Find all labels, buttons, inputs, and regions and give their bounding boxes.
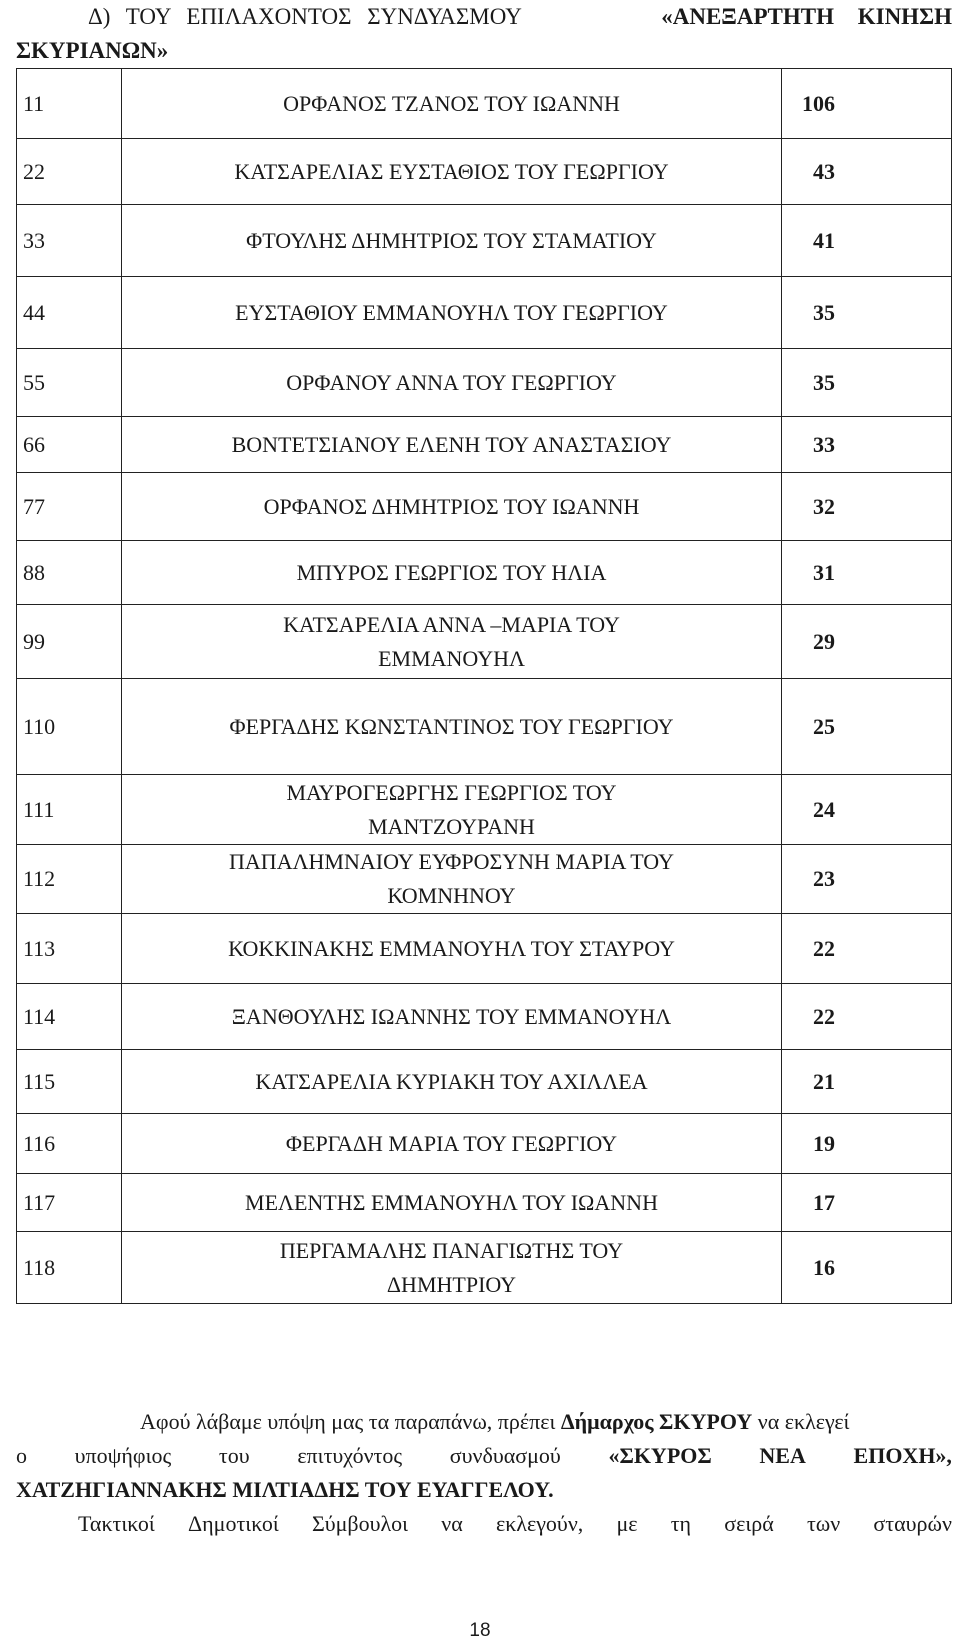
candidate-name: ΦΕΡΓΑΔΗ ΜΑΡΙΑ ΤΟΥ ΓΕΩΡΓΙΟΥ xyxy=(122,1114,782,1174)
candidate-name: ΒΟΝΤΕΤΣΙΑΝΟΥ ΕΛΕΝΗ ΤΟΥ ΑΝΑΣΤΑΣΙΟΥ xyxy=(122,417,782,473)
candidate-votes-cell xyxy=(782,1114,952,1174)
table-row xyxy=(17,775,952,845)
word: με xyxy=(616,1511,638,1536)
party-word: ΕΠΟΧΗ», xyxy=(853,1443,952,1468)
candidate-number: 115 xyxy=(17,1050,122,1114)
candidate-number: 111 xyxy=(17,775,122,845)
candidate-votes-cell xyxy=(782,914,952,984)
candidate-number: 110 xyxy=(17,679,122,775)
candidate-name xyxy=(122,845,782,914)
paragraph-1-text-a: Αφού λάβαμε υπόψη μας τα παραπάνω, πρέπει xyxy=(140,1409,561,1434)
candidate-votes: 17 xyxy=(813,1189,835,1215)
table-row xyxy=(17,845,952,914)
candidate-votes-cell xyxy=(782,417,952,473)
candidate-votes-cell xyxy=(782,205,952,277)
candidate-votes-cell xyxy=(782,1174,952,1232)
table-row xyxy=(17,1174,952,1232)
candidate-number: 113 xyxy=(17,914,122,984)
party-word: ΝΕΑ xyxy=(759,1443,806,1468)
word: επιτυχόντος xyxy=(297,1443,403,1468)
candidate-votes-cell xyxy=(782,679,952,775)
candidate-name-line-2: ΚΟΜΝΗΝΟΥ xyxy=(387,883,516,908)
paragraph-1-line-3 xyxy=(16,1473,952,1507)
candidate-name: ΦΤΟΥΛΗΣ ΔΗΜΗΤΡΙΟΣ ΤΟΥ ΣΤΑΜΑΤΙΟΥ xyxy=(122,205,782,277)
candidate-votes: 21 xyxy=(813,1068,835,1094)
word: τη xyxy=(670,1511,692,1536)
table-row xyxy=(17,1114,952,1174)
table-row xyxy=(17,1050,952,1114)
word: εκλεγούν, xyxy=(495,1511,584,1536)
candidate-name: ΕΥΣΤΑΘΙΟΥ ΕΜΜΑΝΟΥΗΛ ΤΟΥ ΓΕΩΡΓΙΟΥ xyxy=(122,277,782,349)
candidate-name-line-1: ΜΑΥΡΟΓΕΩΡΓΗΣ ΓΕΩΡΓΙΟΣ ΤΟΥ xyxy=(286,779,617,805)
candidate-name-line-2: ΔΗΜΗΤΡΙΟΥ xyxy=(386,1271,517,1297)
table-row xyxy=(17,541,952,605)
table-row xyxy=(17,417,952,473)
candidate-votes: 43 xyxy=(813,158,835,184)
mayor-role: Δήμαρχος ΣΚΥΡΟΥ xyxy=(560,1409,753,1434)
table-row xyxy=(17,69,952,139)
candidate-name-line-1: ΠΕΡΓΑΜΑΛΗΣ ΠΑΝΑΓΙΩΤΗΣ ΤΟΥ xyxy=(279,1237,624,1263)
candidate-number: 118 xyxy=(17,1232,122,1304)
candidates-table xyxy=(16,68,952,1304)
candidate-name: ΟΡΦΑΝΟΣ ΤΖΑΝΟΣ ΤΟΥ ΙΩΑΝΝΗ xyxy=(122,69,782,139)
candidate-number: 114 xyxy=(17,984,122,1050)
candidate-votes-cell xyxy=(782,845,952,914)
paragraph-1-line-1 xyxy=(16,1405,952,1439)
candidate-number: 112 xyxy=(17,845,122,914)
heading-line-1 xyxy=(16,0,952,34)
candidate-number: 116 xyxy=(17,1114,122,1174)
table-row xyxy=(17,914,952,984)
word: να xyxy=(441,1511,463,1536)
candidate-votes: 31 xyxy=(813,559,835,585)
candidate-votes: 19 xyxy=(813,1130,835,1156)
word: Τακτικοί xyxy=(78,1511,155,1536)
candidate-name-line-1: ΠΑΠΑΛΗΜΝΑΙΟΥ ΕΥΦΡΟΣΥΝΗ ΜΑΡΙΑ ΤΟΥ xyxy=(229,849,674,874)
candidate-number: 99 xyxy=(17,605,122,679)
word: σταυρών xyxy=(873,1511,952,1536)
candidate-votes: 41 xyxy=(813,227,835,253)
table-row xyxy=(17,139,952,205)
paragraph-1-line-2 xyxy=(16,1439,952,1473)
candidate-votes-cell xyxy=(782,277,952,349)
candidate-votes: 33 xyxy=(813,431,835,457)
candidate-votes: 35 xyxy=(813,369,835,395)
candidate-name: ΚΟΚΚΙΝΑΚΗΣ ΕΜΜΑΝΟΥΗΛ ΤΟΥ ΣΤΑΥΡΟΥ xyxy=(122,914,782,984)
word: του xyxy=(218,1443,250,1468)
table-row xyxy=(17,205,952,277)
candidate-votes: 22 xyxy=(813,1003,835,1029)
candidate-name-line-2: ΕΜΜΑΝΟΥΗΛ xyxy=(378,645,525,671)
word: συνδυασμού xyxy=(449,1443,561,1468)
candidate-name: ΜΠΥΡΟΣ ΓΕΩΡΓΙΟΣ ΤΟΥ ΗΛΙΑ xyxy=(122,541,782,605)
candidate-number: 33 xyxy=(17,205,122,277)
candidate-votes-cell xyxy=(782,69,952,139)
candidate-votes-cell xyxy=(782,473,952,541)
candidate-votes: 32 xyxy=(813,493,835,519)
candidate-number: 88 xyxy=(17,541,122,605)
table-row xyxy=(17,473,952,541)
paragraph-2-line-1 xyxy=(16,1507,952,1541)
candidate-name: ΜΕΛΕΝΤΗΣ ΕΜΜΑΝΟΥΗΛ ΤΟΥ ΙΩΑΝΝΗ xyxy=(122,1174,782,1232)
table-row xyxy=(17,277,952,349)
candidate-number: 11 xyxy=(17,69,122,139)
party-word: «ΣΚΥΡΟΣ xyxy=(608,1443,712,1468)
candidate-name: ΦΕΡΓΑΔΗΣ ΚΩΝΣΤΑΝΤΙΝΟΣ ΤΟΥ ΓΕΩΡΓΙΟΥ xyxy=(122,679,782,775)
candidate-name-line-1: ΚΑΤΣΑΡΕΛΙΑ ΑΝΝΑ –ΜΑΡΙΑ ΤΟΥ xyxy=(283,611,620,637)
candidate-votes-cell xyxy=(782,139,952,205)
candidate-votes-cell xyxy=(782,1232,952,1304)
word: υποψήφιος xyxy=(74,1443,172,1468)
candidate-name xyxy=(122,1232,782,1304)
candidate-name: ΞΑΝΘΟΥΛΗΣ ΙΩΑΝΝΗΣ ΤΟΥ ΕΜΜΑΝΟΥΗΛ xyxy=(122,984,782,1050)
candidate-name-line-2: ΜΑΝΤΖΟΥΡΑΝΗ xyxy=(368,813,535,839)
heading-party-name-cont: ΣΚΥΡΙΑΝΩΝ» xyxy=(16,38,169,63)
heading-party-name: «ΑΝΕΞΑΡΤΗΤΗ ΚΙΝΗΣΗ xyxy=(661,4,952,29)
candidate-votes-cell xyxy=(782,775,952,845)
candidate-name: ΟΡΦΑΝΟΥ ΑΝΝΑ ΤΟΥ ΓΕΩΡΓΙΟΥ xyxy=(122,349,782,417)
candidate-votes: 106 xyxy=(802,90,835,116)
word: Σύμβουλοι xyxy=(311,1511,409,1536)
candidate-votes-cell xyxy=(782,984,952,1050)
heading-line-2 xyxy=(16,34,952,68)
table-row xyxy=(17,349,952,417)
candidate-votes-cell xyxy=(782,605,952,679)
candidate-name xyxy=(122,605,782,679)
candidate-number: 22 xyxy=(17,139,122,205)
section-heading xyxy=(16,0,952,68)
word: ο xyxy=(16,1443,27,1468)
candidate-votes-cell xyxy=(782,541,952,605)
candidate-votes: 24 xyxy=(813,796,835,822)
candidate-votes-cell xyxy=(782,349,952,417)
table-row xyxy=(17,605,952,679)
candidate-votes: 23 xyxy=(813,866,835,891)
candidate-votes: 29 xyxy=(813,628,835,654)
table-row xyxy=(17,1232,952,1304)
candidate-votes-cell xyxy=(782,1050,952,1114)
page-number: 18 xyxy=(469,1620,491,1641)
mayor-name: ΧΑΤΖΗΓΙΑΝΝΑΚΗΣ ΜΙΛΤΙΑΔΗΣ ΤΟΥ ΕΥΑΓΓΕΛΟΥ. xyxy=(16,1477,554,1502)
candidate-votes: 35 xyxy=(813,299,835,325)
candidate-votes: 16 xyxy=(813,1254,835,1280)
candidate-number: 44 xyxy=(17,277,122,349)
candidate-name: ΚΑΤΣΑΡΕΛΙΑ ΚΥΡΙΑΚΗ ΤΟΥ ΑΧΙΛΛΕΑ xyxy=(122,1050,782,1114)
table-row xyxy=(17,679,952,775)
candidate-name: ΚΑΤΣΑΡΕΛΙΑΣ ΕΥΣΤΑΘΙΟΣ ΤΟΥ ΓΕΩΡΓΙΟΥ xyxy=(122,139,782,205)
word: σειρά xyxy=(724,1511,774,1536)
candidate-name xyxy=(122,775,782,845)
conclusion-text xyxy=(16,1405,952,1541)
candidate-number: 55 xyxy=(17,349,122,417)
candidate-votes: 25 xyxy=(813,713,835,739)
paragraph-1-text-b: να εκλεγεί xyxy=(752,1409,850,1434)
table-row xyxy=(17,984,952,1050)
word: Δημοτικοί xyxy=(188,1511,279,1536)
word: των xyxy=(806,1511,841,1536)
candidate-number: 117 xyxy=(17,1174,122,1232)
candidate-name: ΟΡΦΑΝΟΣ ΔΗΜΗΤΡΙΟΣ ΤΟΥ ΙΩΑΝΝΗ xyxy=(122,473,782,541)
heading-prefix: Δ) ΤΟΥ ΕΠΙΛΑΧΟΝΤΟΣ ΣΥΝΔΥΑΣΜΟΥ xyxy=(88,4,522,29)
candidate-number: 66 xyxy=(17,417,122,473)
candidate-votes: 22 xyxy=(813,935,835,961)
candidate-number: 77 xyxy=(17,473,122,541)
